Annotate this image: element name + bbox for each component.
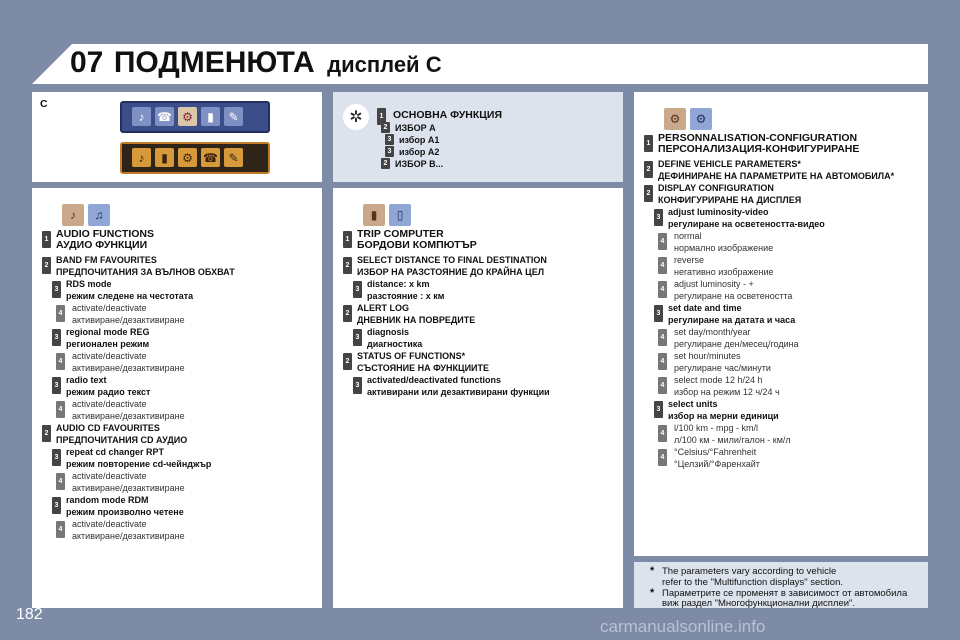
menu-item-text: разстояние : x км — [367, 291, 445, 301]
menu-item-text: AUDIO CD FAVOURITES — [56, 423, 160, 433]
footnote-en-line1: The parameters vary according to vehicle — [662, 566, 837, 577]
option-text: activate/deactivate — [72, 519, 147, 529]
option-text: activate/deactivate — [72, 303, 147, 313]
menu-item-text: режим произволно четене — [66, 507, 184, 517]
level-badge: 4 — [56, 401, 65, 418]
menu-item-text: set date and time — [668, 303, 742, 313]
fuel-icon: ▮ — [155, 148, 174, 167]
level-badge: 3 — [52, 329, 61, 346]
level-badge: 1 — [377, 108, 386, 125]
level-badge: 4 — [658, 281, 667, 298]
phone-icon: ☎ — [155, 107, 174, 126]
menu-item-text: TRIP COMPUTER — [357, 228, 444, 240]
option-text: регулиране ден/месец/година — [674, 339, 799, 349]
music-icon: ♪ — [132, 148, 151, 167]
level-badge: 3 — [353, 377, 362, 394]
menu-item-text: RDS mode — [66, 279, 112, 289]
menu-item-text: select units — [668, 399, 718, 409]
level-badge: 4 — [658, 377, 667, 394]
option-text: негативно изображение — [674, 267, 774, 277]
level-badge: 3 — [385, 146, 394, 157]
option-text: activate/deactivate — [72, 399, 147, 409]
option-text: активиране/дезактивиране — [72, 531, 185, 541]
menu-item-text: регулиране на осветеността-видео — [668, 219, 825, 229]
option-text: set day/month/year — [674, 327, 751, 337]
option-text: активиране/дезактивиране — [72, 411, 185, 421]
menu-item-text: STATUS OF FUNCTIONS* — [357, 351, 466, 361]
level-badge: 2 — [644, 185, 653, 202]
menu-item-text: ДЕФИНИРАНЕ НА ПАРАМЕТРИТЕ НА АВТОМОБИЛА* — [658, 171, 895, 181]
display-icons-orange — [132, 148, 243, 167]
menu-item-text: DISPLAY CONFIGURATION — [658, 183, 774, 193]
footnote-en-line2: refer to the "Multifunction displays" section. — [662, 577, 843, 588]
fuel-icon: ▮ — [201, 107, 220, 126]
level-badge: 3 — [52, 497, 61, 514]
menu-item-text: repeat cd changer RPT — [66, 447, 165, 457]
footnote-panel — [634, 562, 928, 608]
level-badge: 4 — [658, 353, 667, 370]
level-badge: 2 — [644, 161, 653, 178]
chapter-subtitle: дисплей С — [327, 52, 442, 77]
menu-item-text: PERSONNALISATION-CONFIGURATION — [658, 132, 858, 144]
option-text: set hour/minutes — [674, 351, 741, 361]
level-badge: 2 — [343, 305, 352, 322]
level-badge: 4 — [56, 473, 65, 490]
menu-item-text: ПРЕДПОЧИТАНИЯ CD АУДИО — [56, 435, 188, 445]
footnote-bg-line1: Параметрите се променят в зависимост от автомобила — [662, 588, 908, 599]
menu-item: ИЗБОР A — [395, 123, 436, 133]
level-badge: 2 — [42, 425, 51, 442]
page-number: 182 — [16, 606, 43, 623]
settings-icon: ⚙ — [178, 148, 197, 167]
music-icon: ♪ — [62, 204, 84, 226]
fuel-icon: ▯ — [389, 204, 411, 226]
personal-icons — [664, 108, 712, 130]
menu-item-text: СЪСТОЯНИЕ НА ФУНКЦИИТЕ — [357, 363, 490, 373]
level-badge: 3 — [52, 281, 61, 298]
audio-icons — [62, 204, 110, 226]
audio-functions-panel — [32, 188, 322, 608]
display-panel — [32, 92, 322, 182]
menu-item-text: adjust luminosity-video — [668, 207, 769, 217]
settings-icon: ⚙ — [664, 108, 686, 130]
level-badge: 2 — [343, 353, 352, 370]
option-text: activate/deactivate — [72, 471, 147, 481]
option-text: активиране/дезактивиране — [72, 483, 185, 493]
menu-item-text: random mode RDM — [66, 495, 149, 505]
menu-item-text: диагностика — [367, 339, 423, 349]
menu-item-text: регулиране на датата и часа — [668, 315, 796, 325]
option-text: l/100 km - mpg - km/l — [674, 423, 759, 433]
menu-item-text: diagnosis — [367, 327, 410, 337]
music-icon: ♪ — [132, 107, 151, 126]
option-text: °Celsius/°Fahrenheit — [674, 447, 757, 457]
option-text: activate/deactivate — [72, 351, 147, 361]
settings-icon: ⚙ — [690, 108, 712, 130]
menu-item-text: режим повторение cd-чейнджър — [66, 459, 212, 469]
menu-item-text: ПЕРСОНАЛИЗАЦИЯ-КОНФИГУРИРАНЕ — [658, 143, 860, 155]
watermark-text: carmanualsonline.info — [600, 617, 766, 636]
menu-item: избор A1 — [399, 135, 440, 145]
main-function-heading: ОСНОВНА ФУНКЦИЯ — [393, 109, 503, 121]
level-badge: 4 — [56, 521, 65, 538]
level-badge: 3 — [654, 209, 663, 226]
menu-item-text: КОНФИГУРИРАНЕ НА ДИСПЛЕЯ — [658, 195, 802, 205]
trip-icons — [363, 204, 411, 226]
option-text: °Целзий/°Фаренхайт — [674, 459, 760, 469]
level-badge: 4 — [658, 257, 667, 274]
page-title — [70, 46, 442, 80]
option-text: регулиране час/минути — [674, 363, 771, 373]
option-text: л/100 км - мили/галон - км/л — [674, 435, 791, 445]
menu-item-text: distance: x km — [367, 279, 430, 289]
personalisation-panel — [634, 92, 928, 556]
phone-icon: ☎ — [201, 148, 220, 167]
menu-item-text: ПРЕДПОЧИТАНИЯ ЗА ВЪЛНОВ ОБХВАТ — [56, 267, 235, 277]
chapter-title: ПОДМЕНЮТА — [113, 46, 315, 79]
menu-item-text: BAND FM FAVOURITES — [56, 255, 157, 265]
menu-item-text: ИЗБОР НА РАЗСТОЯНИЕ ДО КРАЙНА ЦЕЛ — [357, 267, 545, 277]
level-badge: 4 — [658, 425, 667, 442]
fuel-icon: ▮ — [363, 204, 385, 226]
level-badge: 1 — [42, 231, 51, 248]
option-text: избор на режим 12 ч/24 ч — [674, 387, 780, 397]
menu-item-text: AUDIO FUNCTIONS — [56, 228, 154, 240]
option-text: adjust luminosity - + — [674, 279, 754, 289]
display-icons-blue — [132, 107, 243, 126]
footnote-bg-line2: виж раздел "Многофункционални дисплеи". — [662, 598, 856, 609]
level-badge: 4 — [56, 353, 65, 370]
option-text: нормално изображение — [674, 243, 774, 253]
level-badge: 3 — [654, 305, 663, 322]
menu-item-text: избор на мерни единици — [668, 411, 779, 421]
footnote-star: * — [650, 565, 655, 577]
level-badge: 4 — [658, 329, 667, 346]
level-badge: 4 — [658, 233, 667, 250]
music-icon: ♫ — [88, 204, 110, 226]
main-function-panel — [333, 92, 623, 182]
menu-item-text: radio text — [66, 375, 107, 385]
menu-item-text: БОРДОВИ КОМПЮТЪР — [357, 239, 477, 251]
trip-computer-panel — [333, 188, 623, 608]
menu-item-text: ALERT LOG — [357, 303, 409, 313]
option-text: активиране/дезактивиране — [72, 315, 185, 325]
option-text: select mode 12 h/24 h — [674, 375, 763, 385]
display-label: C — [40, 98, 48, 110]
option-text: активиране/дезактивиране — [72, 363, 185, 373]
menu-item-text: SELECT DISTANCE TO FINAL DESTINATION — [357, 255, 547, 265]
level-badge: 2 — [343, 257, 352, 274]
chapter-number: 07 — [70, 46, 104, 79]
level-badge: 4 — [658, 449, 667, 466]
menu-item-text: ДНЕВНИК НА ПОВРЕДИТЕ — [357, 315, 476, 325]
gear-icon: ✲ — [343, 104, 369, 130]
level-badge: 3 — [353, 329, 362, 346]
level-badge: 1 — [343, 231, 352, 248]
level-badge: 3 — [654, 401, 663, 418]
menu-item-text: activated/deactivated functions — [367, 375, 502, 385]
menu-item: избор A2 — [399, 147, 440, 157]
footnote-star: * — [650, 587, 655, 599]
menu-item-text: режим следене на честотата — [66, 291, 194, 301]
level-badge: 2 — [42, 257, 51, 274]
settings-icon: ⚙ — [178, 107, 197, 126]
menu-item-text: DEFINE VEHICLE PARAMETERS* — [658, 159, 801, 169]
option-text: регулиране на осветеността — [674, 291, 793, 301]
menu-item-text: регионален режим — [66, 339, 150, 349]
level-badge: 2 — [381, 122, 390, 133]
option-text: normal — [674, 231, 702, 241]
level-badge: 4 — [56, 305, 65, 322]
level-badge: 3 — [52, 377, 61, 394]
menu-item-text: АУДИО ФУНКЦИИ — [56, 239, 148, 251]
tools-icon: ✎ — [224, 107, 243, 126]
option-text: reverse — [674, 255, 705, 265]
menu-item-text: режим радио текст — [66, 387, 151, 397]
level-badge: 3 — [385, 134, 394, 145]
level-badge: 3 — [52, 449, 61, 466]
level-badge: 1 — [644, 135, 653, 152]
menu-item: ИЗБОР B... — [395, 159, 444, 169]
tools-icon: ✎ — [224, 148, 243, 167]
level-badge: 3 — [353, 281, 362, 298]
level-badge: 2 — [381, 158, 390, 169]
menu-item-text: regional mode REG — [66, 327, 150, 337]
menu-item-text: активирани или дезактивирани функции — [367, 387, 550, 397]
